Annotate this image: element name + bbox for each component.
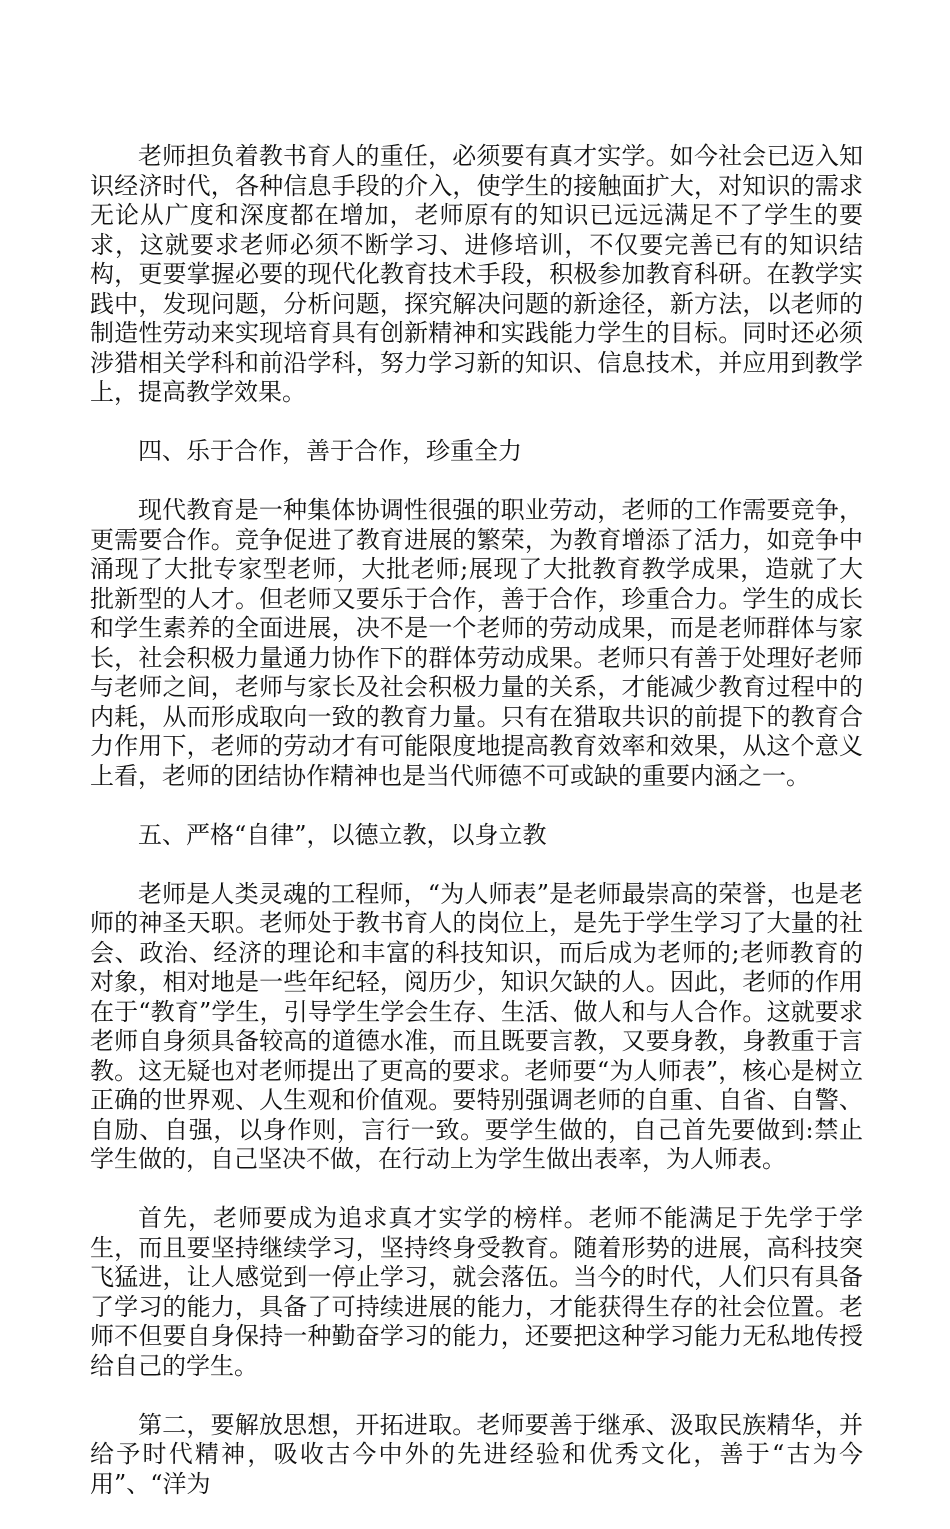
paragraph-teacher-knowledge: 老师担负着教书育人的重任，必须要有真才实学。如今社会已迈入知识经济时代，各种信息手段的介入，使学生的接触面扩大，对知识的需求无论从广度和深度都在增加，老师原有的知识已远远满足不了学生的要求，这就要求老师必须不断学习、进修培训，不仅要完善已有的知识结构，更要掌握必要的现代化教育技术手段，积极参加教育科研。在教学实践中，发现问题，分析问题，探究解决问题的新途径，新方法，以老师的制造性劳动来实现培育具有创新精神和实践能力学生的目标。同时还必须涉猎相关学科和前沿学科，努力学习新的知识、信息技术，并应用到教学上，提高教学效果。	[90, 142, 863, 406]
paragraph-cooperation: 现代教育是一种集体协调性很强的职业劳动，老师的工作需要竞争，更需要合作。竞争促进了教育进展的繁荣，为教育增添了活力，如竞争中涌现了大批专家型老师，大批老师;展现了大批教育教学成果，造就了大批新型的人才。但老师又要乐于合作，善于合作，珍重合力。学生的成长和学生素养的全面进展，决不是一个老师的劳动成果，而是老师群体与家长，社会积极力量通力协作下的群体劳动成果。老师只有善于处理好老师与老师之间，老师与家长及社会积极力量的关系，才能减少教育过程中的内耗，从而形成取向一致的教育力量。只有在猎取共识的前提下的教育合力作用下，老师的劳动才有可能限度地提高教育效率和效果，从这个意义上看，老师的团结协作精神也是当代师德不可或缺的重要内涵之一。	[90, 496, 863, 790]
document-page	[90, 142, 863, 1529]
section-heading-cooperation: 四、乐于合作，善于合作，珍重全力	[138, 437, 522, 465]
paragraph-role-model: 老师是人类灵魂的工程师，“为人师表”是老师最崇高的荣誉，也是老师的神圣天职。老师处于教书育人的岗位上，是先于学生学习了大量的社会、政治、经济的理论和丰富的科技知识，而后成为老师的;老师教育的对象，相对地是一些年纪轻，阅历少，知识欠缺的人。因此，老师的作用在于“教育”学生，引导学生学会生存、生活、做人和与人合作。这就要求老师自身须具备较高的道德水准，而且既要言教，又要身教，身教重于言教。这无疑也对老师提出了更高的要求。老师要“为人师表”，核心是树立正确的世界观、人生观和价值观。要特别强调老师的自重、自省、自警、自励、自强，以身作则，言行一致。要学生做的，自己首先要做到:禁止学生做的，自己坚决不做，在行动上为学生做出表率，为人师表。	[90, 879, 863, 1173]
paragraph-first-learning: 首先，老师要成为追求真才实学的榜样。老师不能满足于先学于学生，而且要坚持继续学习，坚持终身受教育。随着形势的进展，高科技突飞猛进，让人感觉到一停止学习，就会落伍。当今的时代，人们只有具备了学习的能力，具备了可持续进展的能力，才能获得生存的社会位置。老师不但要自身保持一种勤奋学习的能力，还要把这种学习能力无私地传授给自己的学生。	[90, 1204, 863, 1380]
paragraph-second-liberation: 第二，要解放思想，开拓进取。老师要善于继承、汲取民族精华，并给予时代精神，吸收古今中外的先进经验和优秀文化，善于“古为今用”、“洋为	[90, 1410, 863, 1498]
section-heading-self-discipline: 五、严格“自律”，以德立教，以身立教	[138, 820, 547, 849]
